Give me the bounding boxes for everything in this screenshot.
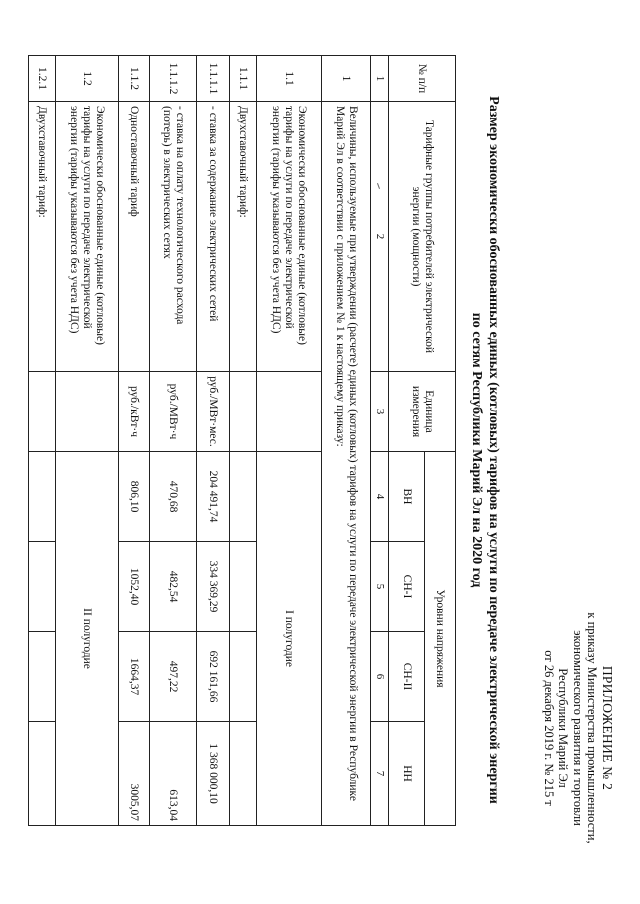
row-unit (29, 372, 56, 452)
table-row (29, 56, 56, 826)
cell-vn (230, 452, 257, 542)
col-number: 3 (371, 372, 389, 452)
row-unit (56, 372, 119, 452)
header-unit: Единица измерения (389, 372, 456, 452)
row-text: Одноставочный тариф (119, 102, 150, 372)
table-row (257, 56, 322, 826)
cell-vn: 806,10 (119, 452, 150, 542)
cell-nn (230, 722, 257, 826)
row-num: 1.1.1.2 (150, 56, 197, 102)
cell-sn2 (29, 632, 56, 722)
row-text: Экономически обоснованные единые (котловые) тарифы на услуги по передаче электрической энергии (тарифы указываются без учета НДС) (56, 102, 119, 372)
row-unit: руб./МВт·мес. (197, 372, 230, 452)
row-num: 1.2.1 (29, 56, 56, 102)
column-number-row (371, 56, 389, 826)
table-row (322, 56, 371, 826)
cell-sn1: 1052,40 (119, 542, 150, 632)
col-number: 2 (371, 102, 389, 372)
cell-vn: 204 491,74 (197, 452, 230, 542)
cell-sn2 (230, 632, 257, 722)
header-levels: Уровни напряжения (424, 452, 455, 826)
appendix-title: ПРИЛОЖЕНИЕ № 2 (600, 665, 615, 791)
row-unit (257, 372, 322, 452)
col-number: 7 (371, 722, 389, 826)
cell-sn2: 497,22 (150, 632, 197, 722)
col-number: 4 (371, 452, 389, 542)
cell-nn: 3005,07 (119, 722, 150, 826)
row-num: 1 (322, 56, 371, 102)
title-line-1: Размер экономически обоснованных единых (котловых) тарифов на услуги по передаче электрической энергии (486, 96, 501, 804)
col-number: 1 (371, 56, 389, 102)
cell-sn1 (230, 542, 257, 632)
row-unit (230, 372, 257, 452)
document-title (468, 70, 502, 830)
row-num: 1.2 (56, 56, 119, 102)
header-sn2: СН-II (389, 632, 425, 722)
cell-nn (29, 722, 56, 826)
header-row (424, 56, 455, 826)
row-num: 1.1.1 (230, 56, 257, 102)
half-year-label: II полугодие (56, 452, 119, 826)
cell-vn (29, 452, 56, 542)
half-year-label: I полугодие (257, 452, 322, 826)
table-row (230, 56, 257, 826)
row-text: - ставка на оплату технологического расхода (потерь) в электрических сетях (150, 102, 197, 372)
cell-sn1: 482,54 (150, 542, 197, 632)
row-text: - ставка за содержание электрических сетей (197, 102, 230, 372)
row-num: 1.1.1.1 (197, 56, 230, 102)
table-row (119, 56, 150, 826)
table-row (197, 56, 230, 826)
col-number: 5 (371, 542, 389, 632)
cell-vn: 470,68 (150, 452, 197, 542)
title-line-2: по сетям Республики Марий Эл на 2020 год (469, 312, 484, 588)
row-num: 1.1.2 (119, 56, 150, 102)
row-unit: руб./МВт·ч (150, 372, 197, 452)
header-sn1: СН-I (389, 542, 425, 632)
cell-sn2: 1664,37 (119, 632, 150, 722)
row-text: Двухставочный тариф: (230, 102, 257, 372)
row-num: 1.1 (257, 56, 322, 102)
header-group: Тарифные группы потребителей электрической энергии (мощности) (389, 102, 456, 372)
cell-nn: 613,04 (150, 722, 197, 826)
col-number: 6 (371, 632, 389, 722)
appendix-line: от 26 декабря 2019 г. № 215 т (542, 650, 556, 806)
header-nn: НН (389, 722, 425, 826)
tariff-table (28, 55, 456, 826)
row-text: Двухставочный тариф: (29, 102, 56, 372)
cell-nn: 1 368 000,10 (197, 722, 230, 826)
table-row (150, 56, 197, 826)
header-num: № п/п (389, 56, 456, 102)
cell-sn1 (29, 542, 56, 632)
cell-sn2: 692 161,66 (197, 632, 230, 722)
row-text: Экономически обоснованные единые (котловые) тарифы на услуги по передаче электрической энергии (тарифы указываются без учета НДС) (257, 102, 322, 372)
appendix-header (542, 598, 615, 858)
header-vn: ВН (389, 452, 425, 542)
row-text: Величины, используемые при утверждении (расчете) единых (котловых) тарифов на услуги по передаче электрической энергии в Республике Марий Эл в соответствии с приложением № 1 к настоящему приказу: (322, 102, 371, 826)
cell-sn1: 334 369,29 (197, 542, 230, 632)
row-unit: руб./кВт·ч (119, 372, 150, 452)
appendix-line: экономического развития и торговли (571, 630, 585, 826)
appendix-line: к приказу Министерства промышленности, (585, 612, 600, 844)
table-row (56, 56, 119, 826)
appendix-line: Республики Марий Эл (556, 668, 571, 788)
